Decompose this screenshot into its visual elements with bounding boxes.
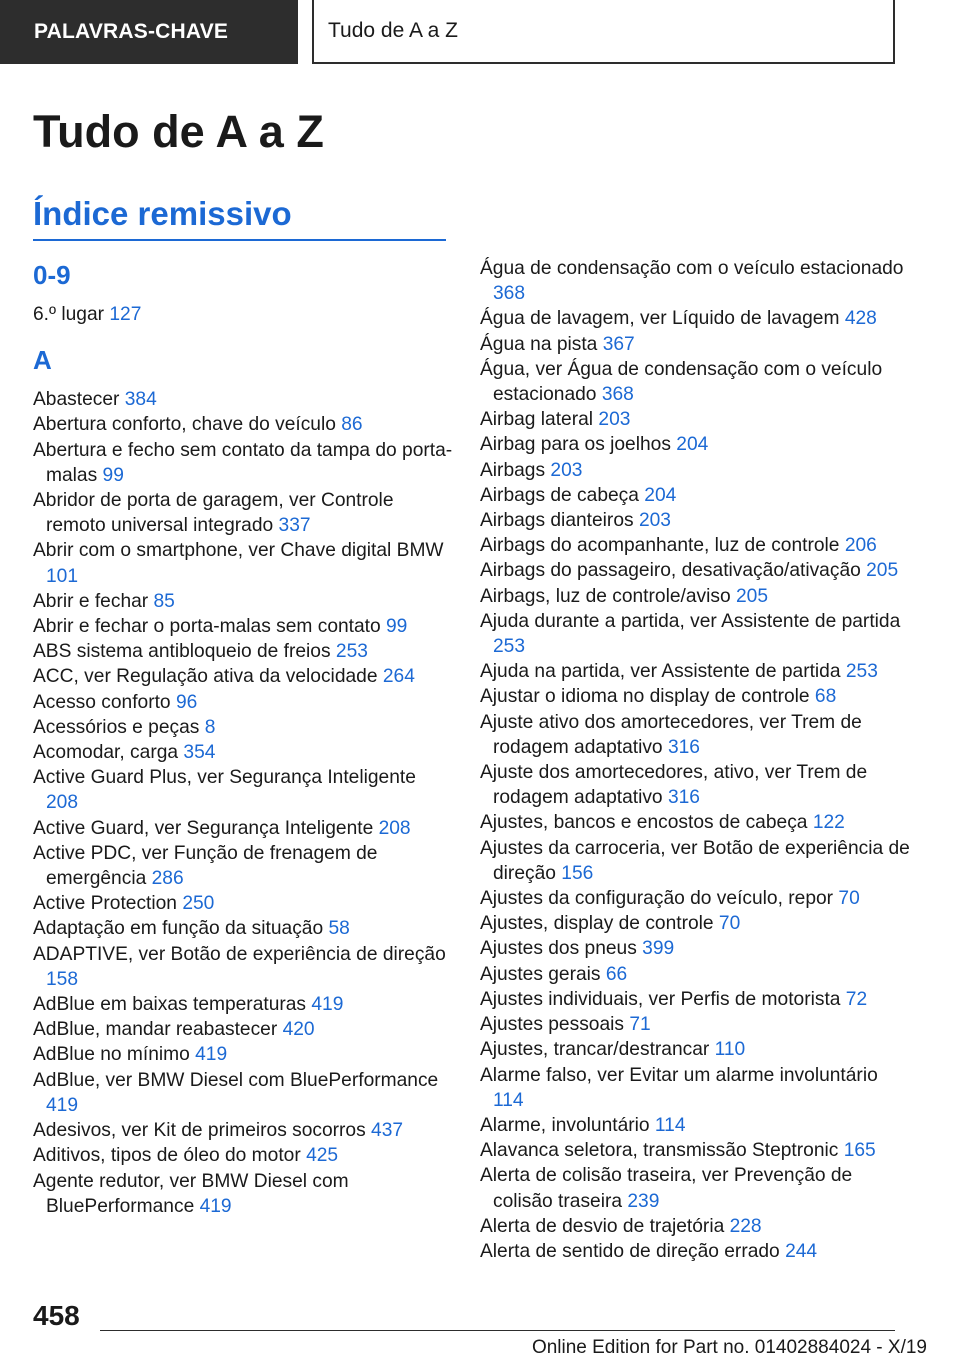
index-entry-text: Active Guard Plus, ver Segurança Inteligente: [33, 767, 416, 789]
index-entry-text: Active Guard, ver Segurança Inteligente: [33, 817, 374, 839]
index-entry: [33, 816, 453, 841]
index-entry: [33, 614, 453, 639]
index-entry: [33, 1118, 453, 1143]
index-entry-text: Agente redutor, ver BMW Diesel com BluePerformance: [33, 1170, 349, 1217]
index-column-left: [33, 256, 453, 1219]
index-entry-text: Aditivos, tipos de óleo do motor: [33, 1145, 301, 1167]
index-entry: [33, 942, 453, 992]
index-entry: [33, 589, 453, 614]
index-entry-page-link[interactable]: 68: [814, 686, 837, 708]
index-entry-page-link[interactable]: 244: [785, 1240, 818, 1262]
index-entry-text: Abrir e fechar o porta-malas sem contato: [33, 616, 381, 638]
index-entry-page-link[interactable]: 208: [46, 792, 79, 814]
index-entry: [480, 256, 910, 306]
index-entry-page-link[interactable]: 419: [311, 994, 344, 1016]
section-title: Índice remissivo: [33, 195, 292, 232]
index-entry-text: Acomodar, carga: [33, 742, 179, 764]
header-section-tab: PALAVRAS-CHAVE: [0, 0, 298, 64]
index-entry: [480, 432, 910, 457]
index-entry-text: Alerta de sentido de direção errado: [480, 1240, 780, 1262]
index-entry-page-link[interactable]: 114: [493, 1089, 524, 1111]
index-entry-page-link[interactable]: 384: [124, 389, 157, 411]
index-entry: [33, 639, 453, 664]
index-entry-page-link[interactable]: 8: [204, 716, 216, 738]
index-entry-text: Alavanca seletora, transmissão Steptronic: [480, 1140, 839, 1162]
index-entry-page-link[interactable]: 99: [386, 616, 408, 638]
index-entry-page-link[interactable]: 425: [306, 1145, 339, 1167]
index-entry-page-link[interactable]: 85: [153, 590, 175, 612]
index-entry-text: Ajustes, trancar/destrancar: [480, 1039, 710, 1061]
index-entry-text: Ajustes da configuração do veículo, repor: [480, 888, 834, 910]
index-entry-text: Airbags: [480, 459, 546, 481]
index-entry-text: Ajuste dos amortecedores, ativo, ver Trem de rodagem adaptativo: [480, 762, 868, 809]
index-entry-text: Active PDC, ver Função de frenagem de emergência: [33, 842, 378, 890]
index-entry: [480, 659, 910, 684]
index-entry-list: [480, 256, 910, 1264]
header-chapter-tab: Tudo de A a Z: [312, 0, 895, 64]
index-entry-page-link[interactable]: 419: [46, 1094, 79, 1116]
index-entry-text: Alerta de desvio de trajetória: [480, 1215, 725, 1237]
page-number: 458: [33, 1300, 80, 1331]
index-entry: [480, 407, 910, 432]
index-entry: [33, 690, 453, 715]
index-entry: [480, 684, 910, 709]
index-entry: [480, 886, 910, 911]
index-entry: [33, 1143, 453, 1168]
index-entry-text: Ajustes pessoais: [480, 1014, 624, 1036]
index-entry-page-link[interactable]: 437: [371, 1120, 404, 1142]
index-entry-page-link[interactable]: 158: [46, 968, 79, 990]
index-entry-text: Ajustes dos pneus: [480, 938, 637, 960]
index-entry-page-link[interactable]: 70: [718, 913, 741, 935]
index-entry-text: Água, ver Água de condensação com o veículo estacionado: [480, 358, 883, 406]
index-entry-page-link[interactable]: 428: [844, 308, 877, 330]
index-column-right: [480, 256, 910, 1264]
index-entry: [33, 412, 453, 437]
index-entry-text: Ajustes da carroceria, ver Botão de experiência de direção: [480, 837, 910, 884]
index-entry-text: Adesivos, ver Kit de primeiros socorros: [33, 1120, 366, 1142]
index-entry-page-link[interactable]: 70: [838, 888, 860, 910]
index-entry-page-link[interactable]: 86: [341, 414, 363, 436]
index-entry-page-link[interactable]: 208: [378, 817, 411, 839]
index-entry-page-link[interactable]: 203: [550, 459, 583, 481]
index-entry-page-link[interactable]: 253: [493, 636, 526, 658]
footer-divider: [100, 1330, 895, 1331]
index-entry: [33, 1068, 453, 1118]
index-entry-text: ACC, ver Regulação ativa da velocidade: [33, 666, 378, 688]
index-entry-page-link[interactable]: 165: [843, 1140, 876, 1162]
index-entry: [33, 891, 453, 916]
index-entry-text: Acesso conforto: [33, 691, 171, 713]
index-entry-text: Alarme, involuntário: [480, 1114, 650, 1136]
index-entry-page-link[interactable]: 368: [493, 283, 526, 305]
index-entry: [33, 1017, 453, 1042]
index-entry-page-link[interactable]: 316: [667, 736, 700, 758]
index-entry-text: Ajuda na partida, ver Assistente de partida: [480, 661, 841, 683]
index-entry-page-link[interactable]: 368: [601, 384, 634, 406]
index-entry-text: Abastecer: [33, 389, 120, 411]
index-entry: [480, 936, 910, 961]
index-entry-text: 6.º lugar: [33, 304, 105, 325]
index-entry-text: Ajustes individuais, ver Perfis de motorista: [480, 988, 841, 1010]
index-entry-text: ABS sistema antibloqueio de freios: [33, 641, 331, 663]
index-entry-text: Airbags de cabeça: [480, 484, 639, 506]
index-entry: [33, 992, 453, 1017]
index-entry-page-link[interactable]: 419: [195, 1044, 228, 1066]
index-entry-page-link[interactable]: 228: [729, 1215, 762, 1237]
index-entry-page-link[interactable]: 399: [642, 938, 675, 960]
index-entry-list: [33, 387, 453, 1219]
index-entry-text: Água na pista: [480, 333, 598, 355]
index-entry-page-link[interactable]: 204: [676, 434, 709, 456]
index-entry-text: Abrir e fechar: [33, 590, 149, 612]
index-entry: [480, 1163, 910, 1213]
index-entry-list: [33, 302, 453, 327]
index-entry: [33, 740, 453, 765]
index-entry-page-link[interactable]: 354: [183, 742, 216, 764]
index-entry-page-link[interactable]: 156: [561, 862, 594, 884]
index-entry: [480, 533, 910, 558]
index-entry: [480, 911, 910, 936]
index-entry: [480, 508, 910, 533]
index-entry: [480, 584, 910, 609]
index-entry: [480, 306, 910, 331]
index-entry: [480, 357, 910, 407]
index-entry-text: Abertura e fecho sem contato da tampa do porta-malas: [33, 439, 453, 486]
index-entry-text: Abertura conforto, chave do veículo: [33, 414, 336, 436]
index-entry: [480, 760, 910, 810]
index-entry-text: Ajuda durante a partida, ver Assistente de partida: [480, 610, 901, 632]
index-entry-text: Airbags do passageiro, desativação/ativação: [480, 560, 861, 582]
index-letter-heading: 0-9: [33, 260, 71, 290]
index-entry: [480, 1037, 910, 1062]
index-entry: [480, 1239, 910, 1264]
index-entry-text: Abridor de porta de garagem, ver Controle remoto universal integrado: [33, 490, 394, 537]
index-entry-page-link[interactable]: 337: [278, 515, 311, 537]
index-entry-text: Ajustar o idioma no display de controle: [480, 686, 810, 708]
index-entry-page-link[interactable]: 250: [182, 893, 215, 915]
index-entry-page-link[interactable]: 122: [812, 812, 845, 834]
index-entry: [480, 1214, 910, 1239]
index-entry-text: Airbags dianteiros: [480, 510, 634, 532]
index-entry: [33, 916, 453, 941]
index-entry: [480, 710, 910, 760]
index-entry-text: Ajustes, display de controle: [480, 913, 714, 935]
page-title: Tudo de A a Z: [33, 106, 324, 157]
index-entry-text: AdBlue no mínimo: [33, 1044, 190, 1066]
index-entry: [480, 810, 910, 835]
index-entry-text: AdBlue em baixas temperaturas: [33, 994, 307, 1016]
index-entry: [480, 836, 910, 886]
index-entry-page-link[interactable]: 66: [605, 963, 628, 985]
index-entry-text: Active Protection: [33, 893, 177, 915]
index-entry: [480, 458, 910, 483]
index-entry-page-link[interactable]: 316: [667, 787, 700, 809]
index-entry-page-link[interactable]: 110: [714, 1039, 746, 1061]
index-entry-text: AdBlue, mandar reabastecer: [33, 1019, 278, 1041]
index-entry: [480, 1113, 910, 1138]
index-entry: [480, 1138, 910, 1163]
index-entry-page-link[interactable]: 286: [151, 868, 184, 890]
index-entry-page-link[interactable]: 253: [335, 641, 368, 663]
index-entry-page-link[interactable]: 114: [654, 1114, 686, 1136]
index-entry-page-link[interactable]: 239: [627, 1190, 660, 1212]
index-entry-text: AdBlue, ver BMW Diesel com BluePerformance: [33, 1069, 439, 1091]
index-entry-page-link[interactable]: 204: [644, 484, 677, 506]
index-entry: [33, 387, 453, 412]
index-entry: [33, 438, 453, 488]
index-entry-text: Água de condensação com o veículo estacionado: [480, 258, 904, 279]
index-entry-text: Água de lavagem, ver Líquido de lavagem: [480, 308, 840, 330]
index-entry-text: Adaptação em função da situação: [33, 918, 324, 940]
index-entry: [33, 538, 453, 588]
index-entry: [480, 1012, 910, 1037]
index-entry: [33, 841, 453, 891]
index-entry-text: Abrir com o smartphone, ver Chave digital BMW: [33, 540, 444, 562]
index-entry-text: Ajuste ativo dos amortecedores, ver Trem de rodagem adaptativo: [480, 711, 862, 758]
index-entry-page-link[interactable]: 203: [598, 409, 631, 431]
index-entry: [480, 1063, 910, 1113]
index-entry-page-link[interactable]: 101: [46, 565, 79, 587]
index-entry-page-link[interactable]: 264: [382, 666, 415, 688]
index-entry-text: Airbags, luz de controle/aviso: [480, 585, 731, 607]
index-entry-page-link[interactable]: 127: [109, 304, 142, 325]
index-entry-text: Ajustes gerais: [480, 963, 601, 985]
index-entry-text: Ajustes, bancos e encostos de cabeça: [480, 812, 808, 834]
index-entry: [33, 715, 453, 740]
index-entry: [33, 302, 453, 327]
index-entry-text: Airbag para os joelhos: [480, 434, 671, 456]
index-entry-page-link[interactable]: 367: [602, 333, 635, 355]
index-entry: [480, 609, 910, 659]
section-divider: [33, 239, 446, 241]
footer-edition-text: Online Edition for Part no. 01402884024 - X/19: [531, 1337, 927, 1358]
index-entry-page-link[interactable]: 71: [629, 1014, 651, 1036]
index-entry-text: Alarme falso, ver Evitar um alarme involuntário: [480, 1064, 878, 1086]
index-entry-page-link[interactable]: 419: [199, 1195, 232, 1217]
index-entry: [33, 1042, 453, 1067]
index-entry-text: Acessórios e peças: [33, 716, 200, 738]
index-entry: [33, 488, 453, 538]
index-entry: [33, 664, 453, 689]
index-entry-page-link[interactable]: 58: [328, 918, 350, 940]
index-letter-heading: A: [33, 345, 52, 376]
index-entry: [480, 332, 910, 357]
index-entry-page-link[interactable]: 96: [175, 691, 198, 713]
index-entry-page-link[interactable]: 420: [282, 1019, 315, 1041]
index-entry-page-link[interactable]: 99: [102, 464, 124, 486]
index-entry: [480, 558, 910, 583]
index-entry-text: ADAPTIVE, ver Botão de experiência de direção: [33, 943, 446, 965]
index-entry-page-link[interactable]: 253: [845, 661, 878, 683]
index-entry: [33, 1169, 453, 1219]
index-entry-text: Airbag lateral: [480, 409, 594, 431]
index-entry-page-link[interactable]: 72: [845, 988, 868, 1010]
index-entry-page-link[interactable]: 203: [638, 510, 671, 532]
index-entry-text: Alerta de colisão traseira, ver Prevenção de colisão traseira: [480, 1165, 853, 1212]
index-entry-page-link[interactable]: 206: [844, 535, 877, 557]
index-entry-page-link[interactable]: 205: [866, 560, 899, 582]
index-entry: [33, 765, 453, 815]
index-entry-text: Airbags do acompanhante, luz de controle: [480, 535, 840, 557]
index-entry: [480, 987, 910, 1012]
index-entry-page-link[interactable]: 205: [735, 585, 768, 607]
index-entry: [480, 962, 910, 987]
index-entry: [480, 483, 910, 508]
